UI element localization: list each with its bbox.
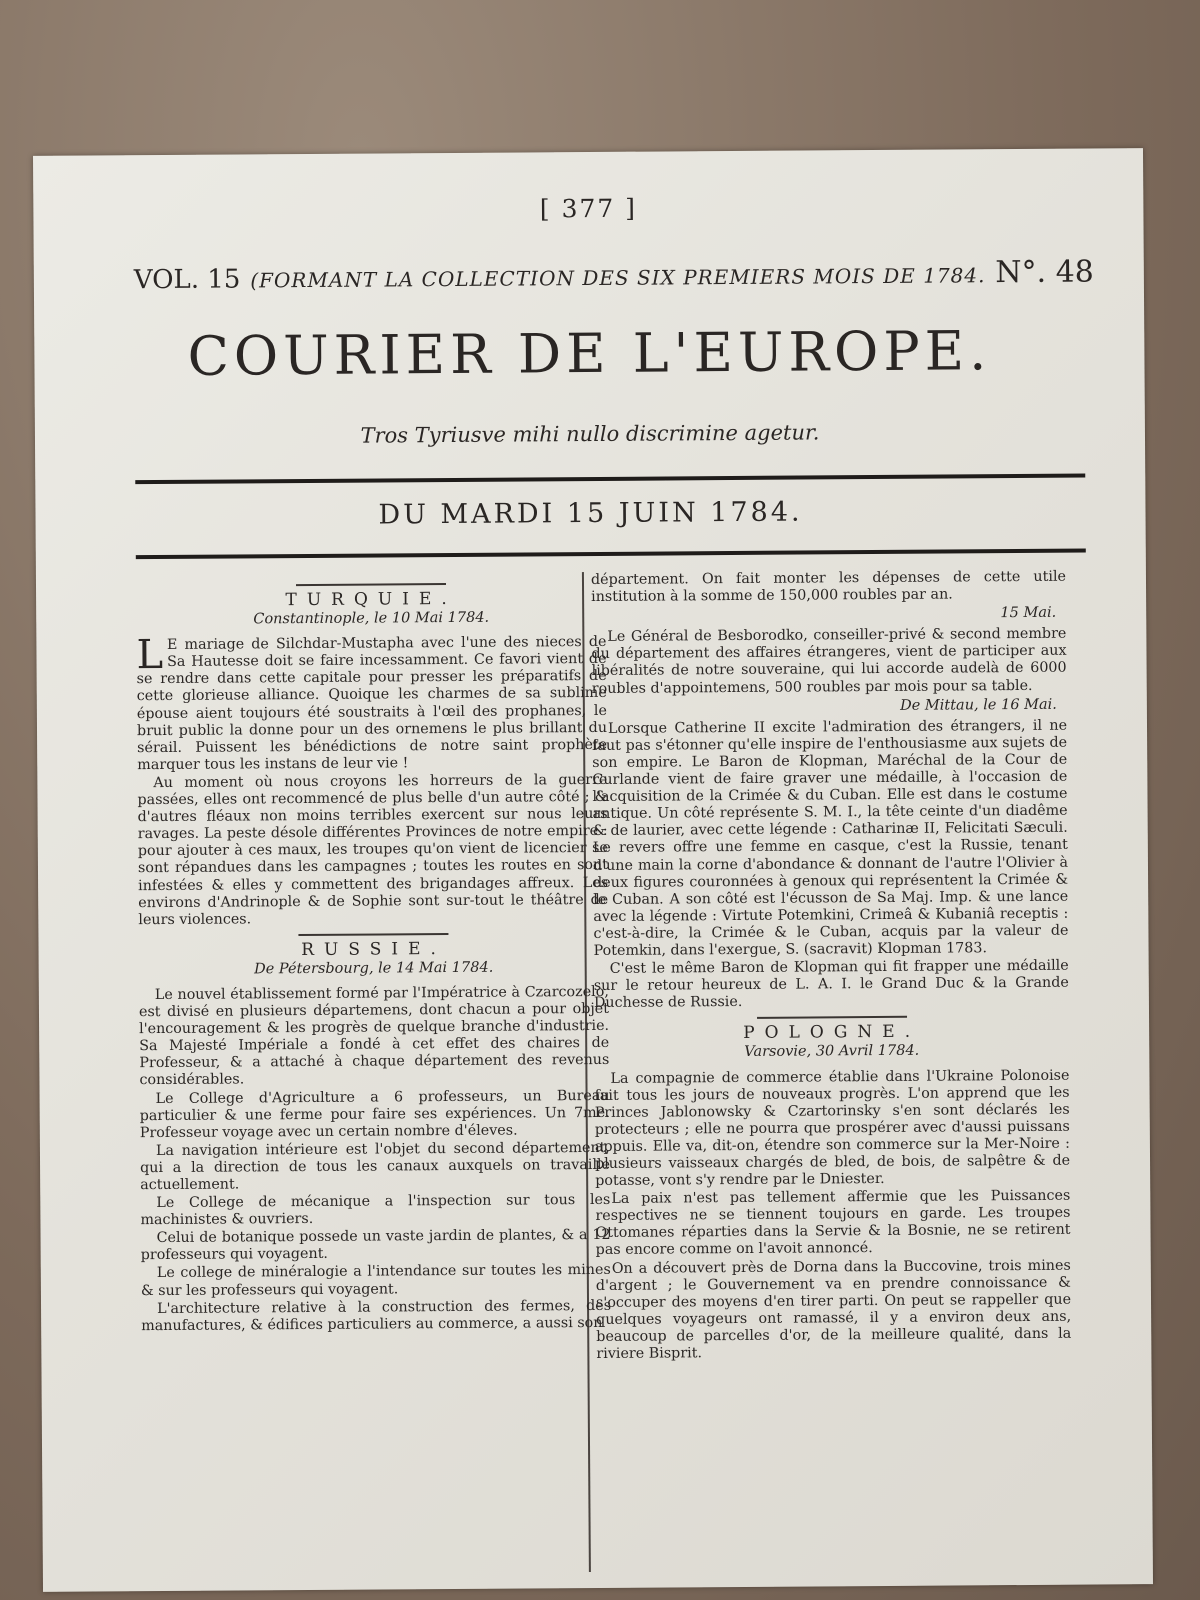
dateline-constantinople: Constantinople, le 10 Mai 1784. — [253, 609, 490, 628]
masthead-motto: Tros Tyriusve mihi nullo discrimine agetur. — [360, 420, 820, 448]
article-paragraph: Au moment où nous croyons les horreurs de la guerre passées, elles ont recommencé de plus belle d'un autre côté ; & d'autres fléaux non moins terribles exercent sur nous leurs ravages. La peste désole différentes Provinces de notre empire : pour ajouter à ces maux, les troupes qu'on vient de licencier se sont répandues dans les campagnes ; toutes les routes en sont infestées & elles y commettent des brigandages affreux. Les environs d'Andrinople & de Sophie sont sur-tout le théâtre de leurs violences. — [137, 771, 609, 928]
article-paragraph: Le Général de Besborodko, conseiller-privé & second membre du département des affaires étrangeres, vient de participer aux libéralités de notre souveraine, qui lui accorde audelà de 6000 roubles d'appointemens, 500 roubles par mois pour sa table. — [591, 625, 1067, 697]
article-paragraph: L E mariage de Silchdar-Mustapha avec l'une des nieces de Sa Hautesse doit se faire incessamment. Ce favori vient de se rendre dans cette capitale pour presser les préparatifs de cette glorieuse alliance. Quoique les charmes de sa sublime épouse aient toujours été soustraits à l'œil des prophanes, le bruit public la donne pour un des ornemens le plus brillant du sérail. Puissent les bénédictions de notre saint prophète marquer tous les instans de leur vie ! — [136, 632, 608, 774]
article-continuation: département. On fait monter les dépenses de cette utile institution à la somme de 150,000 roubles par an. — [590, 568, 1067, 606]
issue-date: DU MARDI 15 JUIN 1784. — [378, 496, 803, 531]
section-heading-russie: RUSSIE. — [301, 938, 446, 960]
collection-note: (FORMANT LA COLLECTION DES SIX PREMIERS MOIS DE 1784. — [250, 263, 986, 293]
volume-line — [134, 254, 1094, 296]
top-rule — [135, 474, 1085, 485]
article-paragraph: Le College d'Agriculture a 6 professeurs, un Bureau particulier & une ferme pour faire ses expériences. Un 7me. Professeur voyage avec un certain nombre d'éleves. — [139, 1087, 610, 1141]
article-paragraph: Le nouvel établissement formé par l'Impératrice à Czarcozelo, est divisé en plusieurs départemens, dont chacun a pour objet l'encouragement & les progrès de quelque branche d'industrie. Sa Majesté Impériale a fondé à cet effet des chaires de Professeur, & a attaché à chaque département des revenus considérables. — [138, 983, 610, 1089]
volume-label: VOL. 15 — [133, 264, 241, 296]
article-paragraph: Le College de mécanique a l'inspection sur tous les machinistes & ouvriers. — [140, 1191, 611, 1229]
dateline-15-mai: 15 Mai. — [1000, 604, 1057, 622]
article-paragraph: L'architecture relative à la construction des fermes, des manufactures, & édifices particuliers au commerce, a aussi son — [141, 1297, 612, 1334]
drop-cap: L — [136, 632, 164, 679]
issue-number: N°. 48 — [995, 254, 1094, 291]
section-rule — [296, 583, 446, 586]
dateline-petersbourg: De Pétersbourg, le 14 Mai 1784. — [254, 959, 494, 978]
right-column — [591, 569, 1072, 1364]
article-paragraph: Lorsque Catherine II excite l'admiration des étrangers, il ne faut pas s'étonner qu'elle inspire de l'enthousiasme aux sujets de son empire. Le Baron de Klopman, Maréchal de la Cour de Curlande vient de faire graver une médaille, à l'occasion de l'acquisition de la Crimée & du Cuban. Elle est dans le costume antique. Un côté représente S. M. I., la tête ceinte d'un diadême & de laurier, avec cette légende : Catharinæ II, Felicitati Sæculi. Le revers offre une femme en casque, c'est la Russie, tenant d'une main la corne d'abondance & donnant de l'autre l'Olivier à deux figures couronnées à genoux qui représentent la Crimée & le Cuban. A son côté est l'écusson de Sa Maj. Imp. & une lance avec la légende : Virtute Potemkini, Crimeâ & Kubaniâ receptis : c'est-à-dire, la Crimée & le Cuban, acquis par la valeur de Potemkin, dans l'exergue, S. (sacravit) Klopman 1783. — [592, 717, 1069, 959]
dateline-varsovie: Varsovie, 30 Avril 1784. — [744, 1043, 920, 1061]
section-rule — [757, 1016, 907, 1019]
article-paragraph: La paix n'est pas tellement affermie que les Puissances respectives ne se tiennent toujours en garde. Les troupes Ottomanes réparties dans la Servie & la Bosnie, ne se retirent pas encore comme on l'avoit annoncé. — [595, 1187, 1071, 1259]
article-paragraph: On a découvert près de Dorna dans la Buccovine, trois mines d'argent ; le Gouvernement va en prendre connoissance & s'occuper des moyens d'en tirer parti. On peut se rappeller que quelques voyageurs ont ramassé, il y a environ deux ans, beaucoup de parcelles d'or, de la meilleure qualité, dans la riviere Bisprit. — [595, 1257, 1072, 1363]
masthead-title: COURIER DE L'EUROPE. — [187, 319, 992, 388]
article-paragraph: La navigation intérieure est l'objet du second département, qui a la direction de tous les canaux auxquels on travaille actuellement. — [140, 1139, 611, 1194]
page-number: [ 377 ] — [539, 193, 638, 224]
left-column — [136, 576, 611, 1336]
article-paragraph: La compagnie de commerce établie dans l'Ukraine Polonoise fait tous les jours de nouveaux progrès. L'on apprend que les Princes Jablonowsky & Czartorinsky s'en sont déclarés les protecteurs ; elle ne pourra que prospérer avec d'aussi puissans appuis. Elle va, dit-on, étendre son commerce sur la Mer-Noire : plusieurs vaisseaux chargés de bled, de bois, de salpêtre & de potasse, vont s'y rendre par le Dniester. — [594, 1067, 1071, 1190]
section-heading-turquie: TURQUIE. — [285, 588, 457, 611]
dateline-mittau: De Mittau, le 16 Mai. — [900, 696, 1057, 714]
article-paragraph: C'est le même Baron de Klopman qui fit frapper une médaille sur le retour heureux de L. A. I. le Grand Duc & la Grande Duchesse de Russie. — [593, 957, 1069, 1012]
bottom-rule — [136, 549, 1086, 560]
article-paragraph: Celui de botanique possede un vaste jardin de plantes, & a 12 professeurs qui voyagent. — [140, 1227, 611, 1264]
article-paragraph: Le college de minéralogie a l'intendance sur toutes les mines & sur les professeurs qui voyagent. — [140, 1262, 611, 1299]
newspaper-page — [33, 148, 1153, 1592]
section-rule — [298, 933, 448, 936]
section-heading-pologne: POLOGNE. — [743, 1022, 921, 1044]
